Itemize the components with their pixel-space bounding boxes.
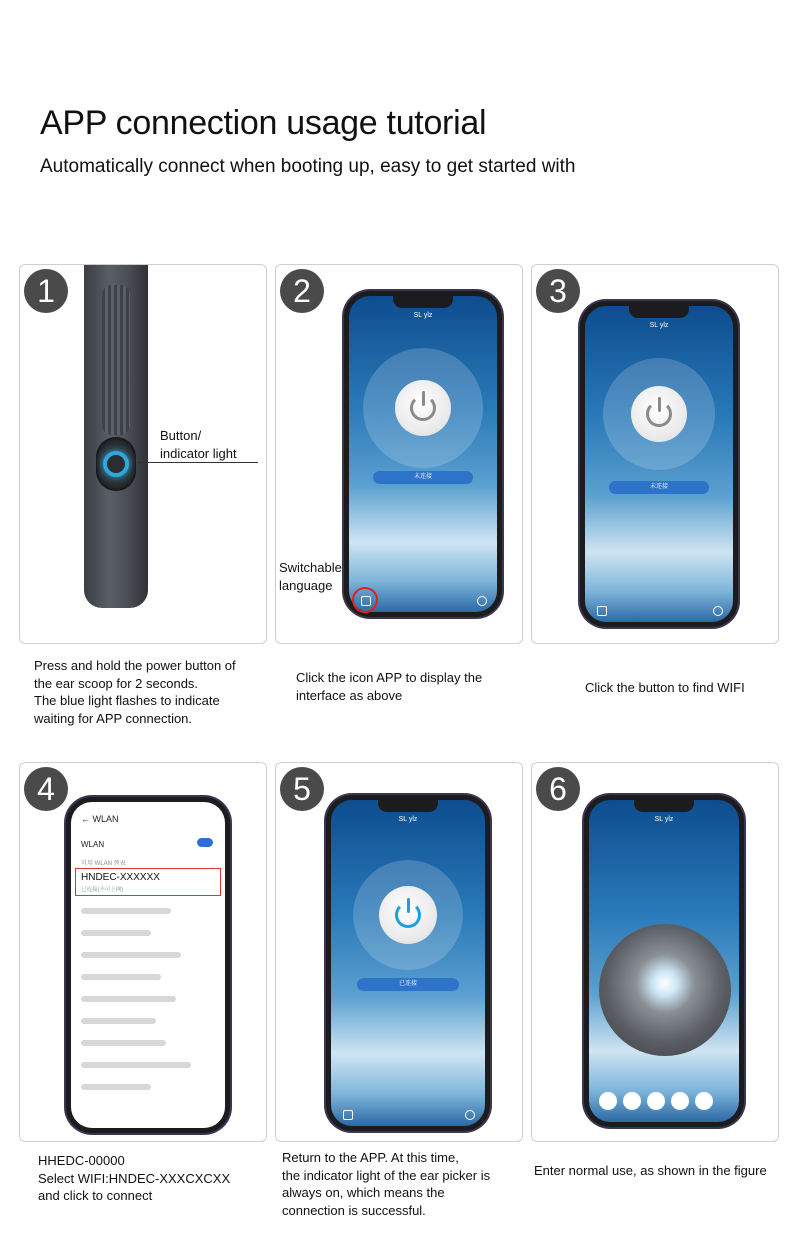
step-number-badge: 2: [280, 269, 324, 313]
help-icon[interactable]: [477, 596, 487, 606]
step-5-caption: [282, 1149, 490, 1219]
step-3-panel: [531, 264, 779, 644]
light-icon[interactable]: [647, 1092, 665, 1110]
caption-line: Click the button to find WIFI: [585, 680, 745, 695]
caption-line: HHEDC-00000: [38, 1153, 125, 1168]
control-dock: [599, 1092, 713, 1110]
wlan-label: WLAN: [81, 840, 105, 849]
list-item: [81, 1084, 151, 1090]
step-number-badge: 6: [536, 767, 580, 811]
button-callout: [160, 427, 237, 463]
power-icon[interactable]: [395, 380, 451, 436]
callout-line: language: [279, 578, 333, 593]
phone-notch: [634, 800, 694, 812]
phone-frame: [66, 797, 230, 1133]
caption-line: interface as above: [296, 687, 403, 703]
step-4-caption: [38, 1152, 230, 1205]
app-home-screen: [585, 306, 733, 622]
step-4-panel: [19, 762, 267, 1142]
language-icon[interactable]: [597, 606, 607, 616]
video-icon[interactable]: [695, 1092, 713, 1110]
caption-line: and click to connect: [38, 1188, 153, 1203]
callout-line: Switchable: [279, 560, 342, 575]
step-1-caption: [34, 657, 236, 727]
caption-line: connection is successful.: [282, 1202, 426, 1218]
caption-line: the ear scoop for 2 seconds.: [34, 675, 199, 691]
phone-frame: [326, 795, 490, 1131]
power-button: [96, 437, 136, 491]
caption-line: waiting for APP connection.: [34, 710, 193, 726]
wlan-back-header[interactable]: ← WLAN: [81, 814, 119, 824]
phone-notch: [378, 800, 438, 812]
list-item: [81, 1062, 191, 1068]
list-item: [81, 930, 151, 936]
step-6-panel: [531, 762, 779, 1142]
caption-line: the indicator light of the ear picker is: [282, 1167, 491, 1183]
connection-status-pill[interactable]: 未连接: [609, 481, 709, 494]
step-5-panel: [275, 762, 523, 1142]
rotate-icon[interactable]: [599, 1092, 617, 1110]
camera-view: [599, 924, 731, 1056]
wlan-toggle[interactable]: [197, 838, 213, 847]
app-title: SL ylz: [654, 816, 674, 823]
step-number-badge: 4: [24, 767, 68, 811]
step-2-caption: [296, 669, 482, 704]
list-item: [81, 952, 181, 958]
list-item: [81, 1040, 166, 1046]
wlan-section-header: 可用 WLAN 列表: [81, 861, 126, 867]
connection-status-pill[interactable]: 已连接: [357, 978, 459, 991]
caption-line: The blue light flashes to indicate: [34, 693, 220, 708]
page-subtitle: Automatically connect when booting up, easy to get started with: [40, 156, 576, 177]
list-item: [81, 996, 176, 1002]
list-item: [81, 1018, 156, 1024]
connection-status-pill[interactable]: 未连接: [373, 471, 473, 484]
indicator-light-icon: [103, 451, 129, 477]
step-6-caption: [534, 1162, 767, 1180]
power-icon[interactable]: [631, 386, 687, 442]
network-name[interactable]: HNDEC-XXXXXX: [81, 872, 160, 883]
power-icon[interactable]: [379, 886, 437, 944]
photo-icon[interactable]: [671, 1092, 689, 1110]
device-grip: [102, 285, 130, 435]
language-highlight-ring: [352, 587, 378, 613]
app-title: SL ylz: [649, 322, 669, 329]
step-number-badge: 5: [280, 767, 324, 811]
language-callout: [279, 559, 342, 595]
caption-line: Return to the APP. At this time,: [282, 1150, 459, 1165]
caption-line: Enter normal use, as shown in the figure: [534, 1163, 767, 1178]
help-icon[interactable]: [713, 606, 723, 616]
phone-notch: [393, 296, 453, 308]
step-3-caption: [585, 679, 745, 697]
phone-frame: [344, 291, 502, 617]
caption-line: Select WIFI:HNDEC-XXXCXCXX: [38, 1170, 231, 1186]
callout-line: Button/: [160, 428, 202, 443]
phone-notch: [629, 306, 689, 318]
list-item: [81, 908, 171, 914]
app-title: SL ylz: [398, 816, 418, 823]
phone-frame: [584, 795, 744, 1127]
filter-icon[interactable]: [623, 1092, 641, 1110]
ear-scoop-device: [84, 265, 148, 608]
scope-view-screen: [589, 800, 739, 1122]
wlan-settings-screen: [71, 802, 225, 1128]
step-number-badge: 1: [24, 269, 68, 313]
step-1-panel: [19, 264, 267, 644]
step-2-panel: [275, 264, 523, 644]
help-icon[interactable]: [465, 1110, 475, 1120]
app-home-screen: [349, 296, 497, 612]
step-number-badge: 3: [536, 269, 580, 313]
caption-line: Press and hold the power button of: [34, 658, 236, 673]
app-connected-screen: [331, 800, 485, 1126]
caption-line: Click the icon APP to display the: [296, 670, 483, 685]
page-title: APP connection usage tutorial: [40, 104, 487, 142]
network-status: 已连接(不可上网): [81, 887, 124, 893]
callout-line: indicator light: [160, 446, 237, 461]
language-icon[interactable]: [343, 1110, 353, 1120]
list-item: [81, 974, 161, 980]
caption-line: always on, which means the: [282, 1185, 445, 1200]
app-title: SL ylz: [413, 312, 433, 319]
phone-frame: [580, 301, 738, 627]
